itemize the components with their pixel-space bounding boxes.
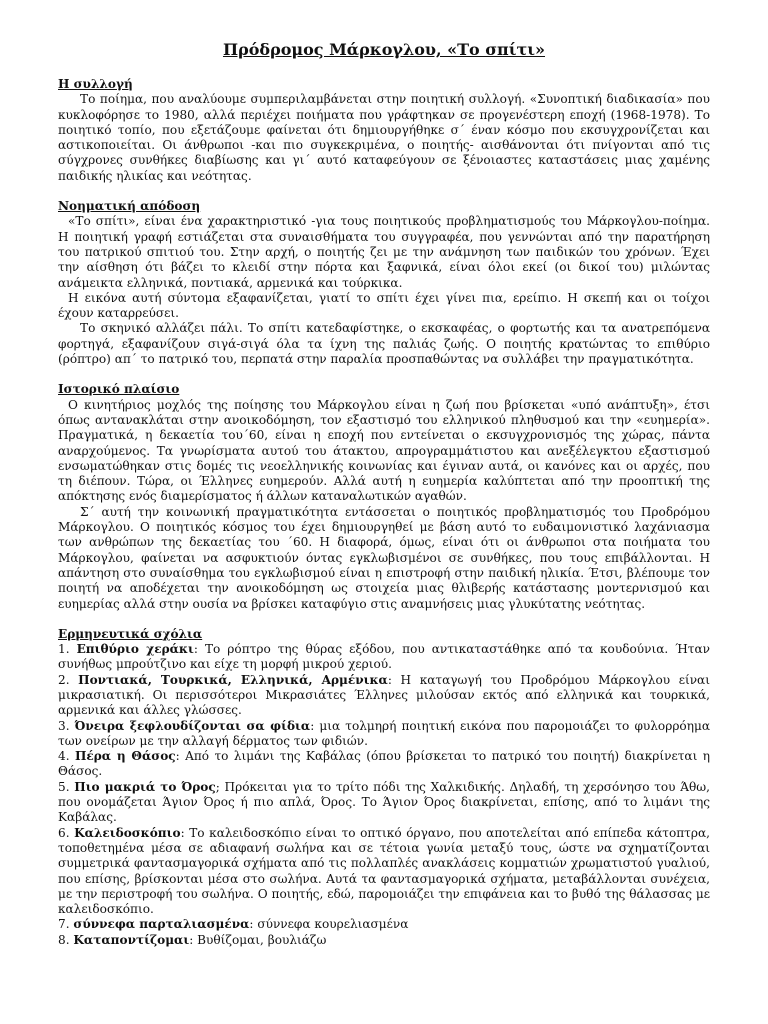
note-text: μια τολμηρή ποιητική εικόνα που παρομοιάζει το φυλορρόημα των ονείρων με την αλλαγή δέρματος των φιδιών. [58,718,710,748]
note-term: Πιο μακριά το Όρος [74,779,216,794]
page-title: Πρόδρομος Μάρκογλου, «Το σπίτι» [222,40,546,59]
paragraph: Το σκηνικό αλλάζει πάλι. Το σπίτι κατεδαφίστηκε, ο εκσκαφέας, ο φορτωτής και τα ανατρεπόμενα φορτηγά, εξαφανίζουν σιγά-σιγά όλα τα ίχνη της παλιάς ζωής. Ο ποιητής κρατώντας το επιθύριο (ρόπτρο) απ΄ το πατρικό του, περπατά στην παραλία προσπαθώντας να συλλάβει την πραγματικότητα. [58,321,710,367]
section-heading: Νοηματική απόδοση [58,199,201,214]
paragraph: «Το σπίτι», είναι ένα χαρακτηριστικό -για τους ποιητικούς προβληματισμούς του Μάρκογλου-ποίημα. Η ποιητική γραφή εστιάζεται στα συναισθήματα του συγγραφέα, που γεννώνται από την παρατήρηση του πατρικού σπιτιού του. Στην αρχή, ο ποιητής ζει με την ανάμνηση των παιδικών του χρόνων. Έχει την αίσθηση ότι βάζει το κλειδί στην πόρτα και ξαφνικά, είναι όλοι εκεί (οι δικοί του) μιλώντας ανάμεικτα ελληνικά, ποντιακά, αρμενικά και τούρκικα. [58,214,710,290]
note-term: σύννεφα παρταλιασμένα [73,917,250,932]
note-separator: : [249,917,254,932]
note-term: Ποντιακά, Τουρκικά, Ελληνικά, Αρμένικα [78,672,388,687]
note-text: Βυθίζομαι, βουλιάζω [193,932,327,947]
paragraph: Το ποίημα, που αναλύουμε συμπεριλαμβάνεται στην ποιητική συλλογή. «Συνοπτική διαδικασία» που κυκλοφόρησε το 1980, αλλά περιέχει ποιήματα που γράφτηκαν σε προγενέστερη εποχή (1968-1978). Το ποιητικό τοπίο, που εξετάζουμε φαίνεται ότι δημιουργήθηκε σ΄ έναν κόσμο που εκσυγχρονίζεται και αστικοποιείται. Οι άνθρωποι -και πιο συγκεκριμένα, ο ποιητής- αισθάνονται ότι πνίγονται από τις σύγχρονες συνθήκες διαβίωσης και γι΄ αυτό καταφεύγουν σε ξένοιαστες καταστάσεις μιας χαμένης παιδικής ηλικίας και νεότητας. [58,92,710,183]
note-term: Επιθύριο χεράκι [76,642,194,657]
note-text: Από το λιμάνι της Καβάλας (όπου βρίσκεται το πατρικό του ποιητή) διακρίνεται η Θάσος. [58,749,710,779]
note-text: Η καταγωγή του Προδρόμου Μάρκογλου είναι μικρασιατική. Οι περισσότεροι Μικρασιάτες Έλληνες μιλούσαν εκτός από ελληνικά και τουρκικά, αρμενικά και άλλες γλώσσες. [58,672,710,718]
note-number: 2. [58,672,70,687]
note-item [58,826,710,918]
note-item [58,749,710,780]
note-item [58,673,710,719]
note-item [58,780,710,826]
note-text: Το ρόπτρο της θύρας εξόδου, που αντικαταστάθηκε από τα κουδούνια. Ήταν συνήθως μπρούτζινο και είχε τη μορφή μικρού χεριού. [58,642,710,672]
section-heading: Ερμηνευτικά σχόλια [58,626,203,641]
note-number: 8. [58,932,70,947]
note-separator: : [387,672,392,687]
paragraph: Η εικόνα αυτή σύντομα εξαφανίζεται, γιατί το σπίτι έχει γίνει πια, ερείπιο. Η σκεπή και οι τοίχοι έχουν καταρρεύσει. [58,290,710,321]
paragraph: Σ΄ αυτή την κοινωνική πραγματικότητα εντάσσεται ο ποιητικός προβληματισμός του Προδρόμου Μάρκογλου. Ο ποιητικός κόσμος του έχει δημιουργηθεί με βάση αυτό το ευδαιμονιστικό λαχάνιασμα των ανθρώπων της δεκαετίας του ΄60. Η διαφορά, όμως, είναι ότι οι άνθρωποι στα ποιήματα του Μάρκογλου, φαίνεται να ασφυκτιούν όντας εγκλωβισμένοι σε συνθήκες, που τους επιβάλλονται. Η απάντηση στο συναίσθημα του εγκλωβισμού είναι η επιστροφή στην παιδική ηλικία. Έτσι, βλέπουμε τον ποιητή να αποδέχεται την ανοικοδόμηση ως στοιχεία μιας θλιβερής κατάστασης μοντερνισμού και ευημερίας αλλά στην ουσία να βρίσκει καταφύγιο στις αναμνήσεις μιας γλυκύτατης νεότητας. [58,504,710,611]
paragraph: Ο κινητήριος μοχλός της ποίησης του Μάρκογλου είναι η ζωή που βρίσκεται «υπό ανάπτυξη», έτσι όπως αντανακλάται στην ανοικοδόμηση, τον εξαστισμό του ελληνικού πληθυσμού και την «ευημερία». Πραγματικά, η δεκαετία του΄60, είναι η εποχή που εντείνεται ο εκσυγχρονισμός της χώρας, πάντα αναρχούμενος. Τα γνωρίσματα αυτού του άτακτου, απρογραμμάτιστου και ανεξέλεγκτου εξαστισμού ενσωματώθηκαν στις δομές τις νεοελληνικής κοινωνίας και έγιναν αυτά, οι κανόνες και οι αρχές, που τη διέπουν. Τώρα, οι Έλληνες ευημερούν. Αλλά αυτή η ευημερία καλύπτεται από την προοπτική της απόκτησης ενός διαμερίσματος ή άλλων καταναλωτικών αγαθών. [58,397,710,504]
note-separator: : [193,642,198,657]
note-term: Καλειδοσκόπιο [74,825,181,840]
section-heading: Ιστορικό πλαίσιο [58,382,180,397]
note-number: 1. [58,642,70,657]
section-istoriko [58,382,710,611]
note-separator: ; [215,779,220,794]
note-item [58,917,710,932]
section-scholia [58,627,710,948]
note-number: 7. [58,917,70,932]
note-item [58,719,710,750]
note-term: Πέρα η Θάσος [74,749,176,764]
note-text: Το καλειδοσκόπιο είναι το οπτικό όργανο, που αποτελείται από επίπεδα κάτοπτρα, τοποθετημένα μέσα σε αδιαφανή σωλήνα και σε τέτοια γωνία μεταξύ τους, ώστε να σχηματίζονται συμμετρικά φαντασμαγορικά σχήματα από τις πολλαπλές ανακλάσεις κομματιών χρωματιστού γυαλιού, που επίσης, βρίσκονται μέσα στο σωλήνα. Αυτά τα φαντασμαγορικά σχήματα, μεταβάλλονται συνέχεια, με την περιστροφή του σωλήνα. Ο ποιητής, εδώ, παρομοιάζει την επιφάνεια και το βυθό της θάλασσας με καλειδοσκόπιο. [58,825,710,917]
note-text: Πρόκειται για το τρίτο πόδι της Χαλκιδικής. Δηλαδή, τη χερσόνησο του Άθω, που ονομάζεται Άγιον Όρος ή πιο απλά, Όρος. Το Άγιον Όρος διακρίνεται, επίσης, από το λιμάνι της Καβάλας. [58,779,710,825]
note-number: 4. [58,749,70,764]
note-separator: : [180,825,185,840]
note-number: 6. [58,825,70,840]
section-syllogi [58,77,710,184]
note-item [58,642,710,673]
note-text: σύννεφα κουρελιασμένα [253,917,409,932]
note-number: 3. [58,718,70,733]
note-separator: : [175,749,180,764]
note-number: 5. [58,779,70,794]
note-item [58,933,710,948]
section-noimatiki [58,199,710,367]
section-heading: Η συλλογή [58,77,133,91]
note-term: Όνειρα ξεφλουδίζονται σα φίδια [74,718,311,733]
note-separator: : [310,718,315,733]
note-term: Καταποντίζομαι [73,932,190,947]
note-separator: : [189,932,194,947]
